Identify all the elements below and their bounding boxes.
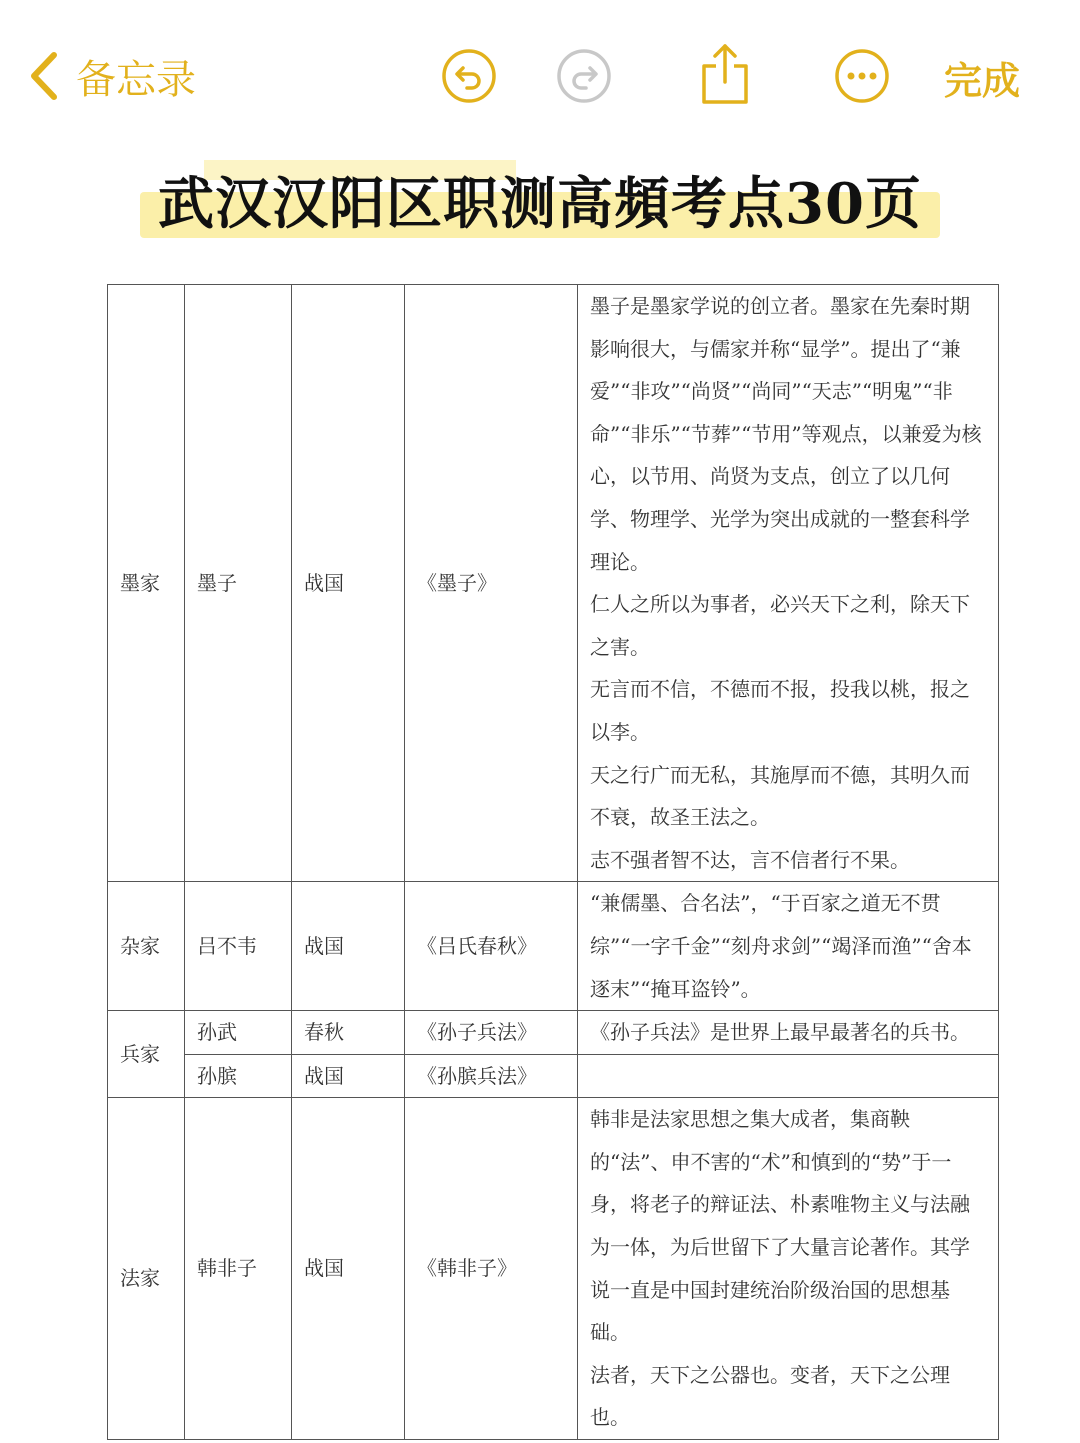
- description-cell: 《孙子兵法》是世界上最早最著名的兵书。: [578, 1011, 999, 1055]
- description-cell: “兼儒墨、合名法”，“于百家之道无不贯综”“一字千金”“刻舟求剑”“竭泽而渔”“舍本逐末”“掩耳盗铃”。: [578, 882, 999, 1011]
- paragraph: 仁人之所以为事者，必兴天下之利，除天下之害。: [590, 592, 970, 659]
- person-cell: 韩非子: [185, 1098, 292, 1440]
- work-cell: 《墨子》: [405, 285, 578, 882]
- work-cell: 《韩非子》: [405, 1098, 578, 1440]
- person-cell: 孙武: [185, 1011, 292, 1055]
- table-row-zajia: [108, 882, 999, 1011]
- notes-toolbar: [0, 0, 1080, 150]
- paragraph: 法者，天下之公器也。变者，天下之公理也。: [590, 1362, 950, 1430]
- paragraph: 无言而不信，不德而不报，投我以桃，报之以李。: [590, 677, 970, 744]
- undo-icon[interactable]: [441, 48, 497, 104]
- back-label: 备忘录: [76, 56, 196, 103]
- table-row-fajia: [108, 1098, 999, 1440]
- work-cell: 《孙子兵法》: [405, 1011, 578, 1055]
- redo-icon[interactable]: [556, 48, 612, 104]
- era-cell: 战国: [292, 882, 405, 1011]
- description-cell: [578, 1098, 999, 1440]
- person-cell: 孙膑: [185, 1054, 292, 1098]
- table-row-bingjia-1: [108, 1011, 999, 1055]
- person-cell: 吕不韦: [185, 882, 292, 1011]
- school-cell: 墨家: [108, 285, 185, 882]
- school-cell: 法家: [108, 1098, 185, 1440]
- work-cell: 《孙膑兵法》: [405, 1054, 578, 1098]
- paragraph: 韩非是法家思想之集大成者，集商鞅的“法”、申不害的“术”和慎到的“势”于一身，将老子的辩证法、朴素唯物主义与法融为一体，为后世留下了大量言论著作。其学说一直是中国封建统治阶级治国的思想基础。: [590, 1107, 970, 1345]
- paragraph: 墨子是墨家学说的创立者。墨家在先秦时期影响很大，与儒家并称“显学”。提出了“兼爱”“非攻”“尚贤”“尚同”“天志”“明鬼”“非命”“非乐”“节葬”“节用”等观点，以兼爱为核心，以节用、尚贤为支点，创立了以几何学、物理学、光学为突出成就的一整套科学理论。: [590, 294, 982, 574]
- school-cell: 杂家: [108, 882, 185, 1011]
- work-cell: 《吕氏春秋》: [405, 882, 578, 1011]
- era-cell: 战国: [292, 285, 405, 882]
- paragraph: 天之行广而无私，其施厚而不德，其明久而不衰，故圣王法之。: [590, 762, 970, 830]
- note-title[interactable]: [144, 160, 936, 240]
- description-cell: [578, 285, 999, 882]
- share-icon[interactable]: [698, 42, 752, 106]
- description-cell: [578, 1054, 999, 1098]
- era-cell: 春秋: [292, 1011, 405, 1055]
- back-button[interactable]: [28, 44, 196, 108]
- more-icon[interactable]: [834, 48, 890, 104]
- chevron-left-icon: [28, 51, 58, 101]
- paragraph: 志不强者智不达，言不信者行不果。: [590, 847, 910, 872]
- person-cell: 墨子: [185, 285, 292, 882]
- table-row-mojia: [108, 285, 999, 882]
- schools-table: [107, 284, 999, 1440]
- school-cell: 兵家: [108, 1011, 185, 1098]
- note-title-text: 武汉汉阳区职测高頻考点30页: [158, 171, 922, 237]
- era-cell: 战国: [292, 1098, 405, 1440]
- era-cell: 战国: [292, 1054, 405, 1098]
- note-title-area: [0, 160, 1080, 240]
- table-row-bingjia-2: [108, 1054, 999, 1098]
- done-button[interactable]: 完成: [944, 59, 1021, 103]
